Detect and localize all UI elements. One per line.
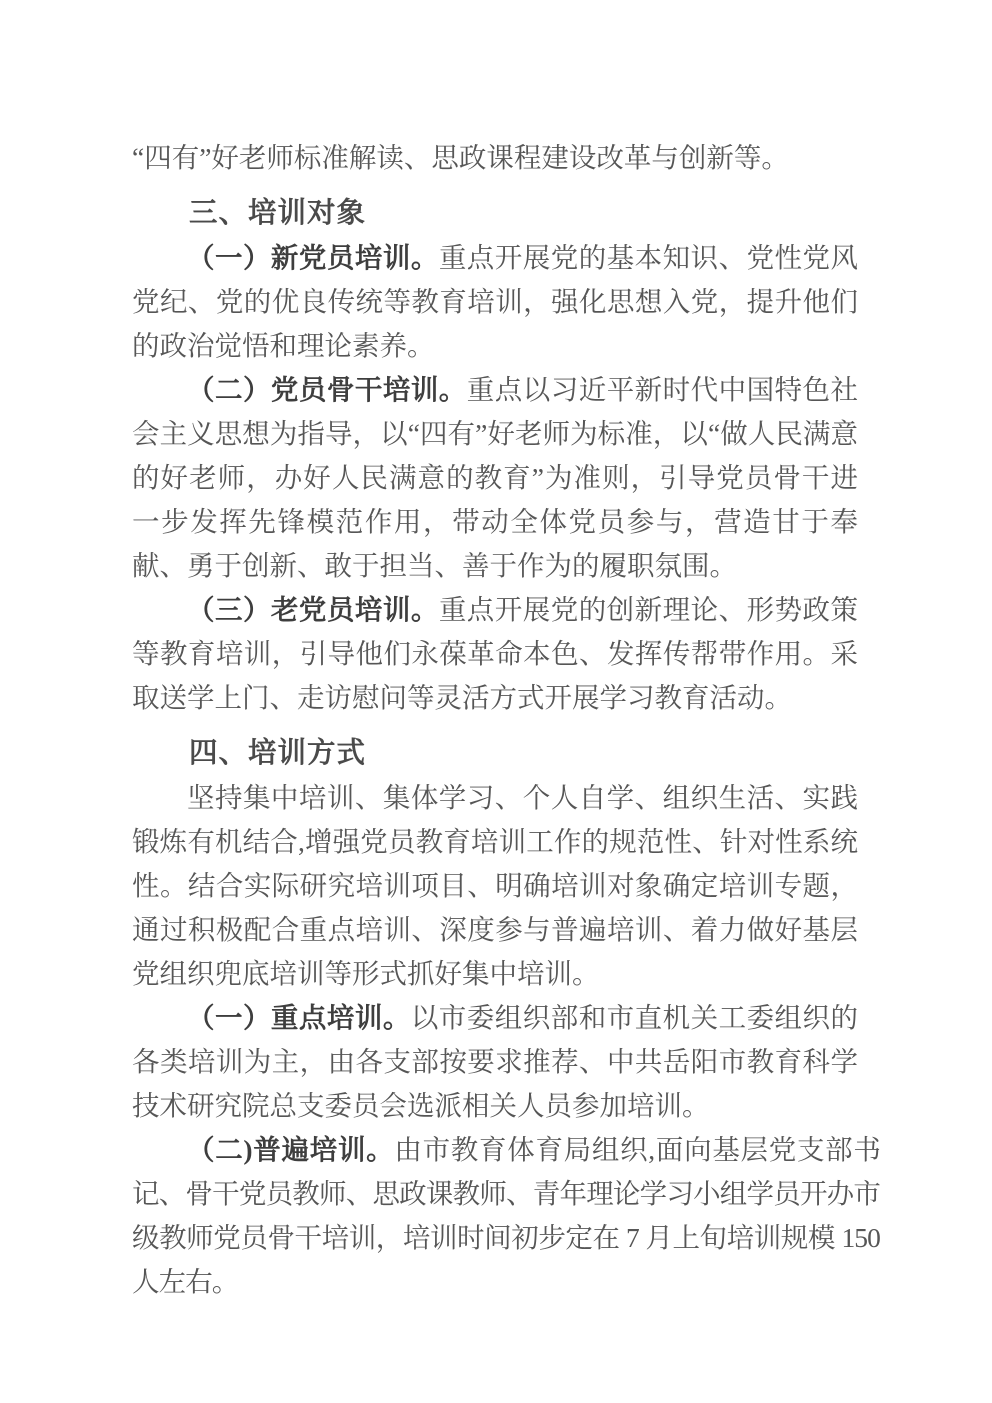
paragraph-lead: （三）老党员培训。 — [187, 594, 439, 625]
paragraph-new-party-members — [132, 236, 858, 368]
paragraph-general-training — [132, 1128, 880, 1304]
paragraph-text: 以市委组织部和市直机关工委组织的各类培训为主，由各支部按要求推荐、中共岳阳市教育科学技术研究院总支委员会选派相关人员参加培训。 — [132, 1002, 859, 1121]
paragraph-text: 重点以习近平新时代中国特色社会主义思想为指导，以“四有”好老师为标准，以“做人民满意的好老师，办好人民满意的教育”为准则，引导党员骨干进一步发挥先锋模范作用，带动全体党员参与，营造甘于奉献、勇于创新、敢于担当、善于作为的履职氛围。 — [132, 374, 859, 581]
paragraph-training-methods-overview — [132, 776, 858, 996]
paragraph-lead: （一）新党员培训。 — [187, 242, 439, 273]
paragraph-lead: （二）党员骨干培训。 — [187, 374, 467, 405]
document-content — [132, 136, 880, 1304]
paragraph-lead: （二)普遍培训。 — [187, 1134, 395, 1165]
paragraph-text: 坚持集中培训、集体学习、个人自学、组织生活、实践锻炼有机结合,增强党员教育培训工作的规范性、针对性系统性。结合实际研究培训项目、明确培训对象确定培训专题，通过积极配合重点培训、深度参与普遍培训、着力做好基层党组织兜底培训等形式抓好集中培训。 — [132, 782, 858, 989]
paragraph-veteran-party-members — [132, 588, 858, 720]
paragraph-text: 重点开展党的基本知识、党性党风党纪、党的优良传统等教育培训，强化思想入党，提升他们的政治觉悟和理论素养。 — [132, 242, 859, 361]
section-heading-training-targets: 三、培训对象 — [189, 196, 367, 229]
paragraph-text: 重点开展党的创新理论、形势政策等教育培训，引导他们永葆革命本色、发挥传帮带作用。采取送学上门、走访慰问等灵活方式开展学习教育活动。 — [132, 594, 859, 713]
paragraph-key-training — [132, 996, 858, 1128]
paragraph-continuation — [132, 136, 858, 180]
paragraph-text: 由市教育体育局组织,面向基层党支部书记、骨干党员教师、思政课教师、青年理论学习小组学员开办市级教师党员骨干培训，培训时间初步定在 7 月上旬培训规模 150 人左右。 — [132, 1134, 880, 1297]
section-heading-training-methods: 四、培训方式 — [189, 736, 367, 769]
paragraph-backbone-party-members — [132, 368, 858, 588]
paragraph-lead: （一）重点培训。 — [187, 1002, 411, 1033]
paragraph-text: “四有”好老师标准解读、思政课程建设改革与创新等。 — [132, 142, 789, 173]
